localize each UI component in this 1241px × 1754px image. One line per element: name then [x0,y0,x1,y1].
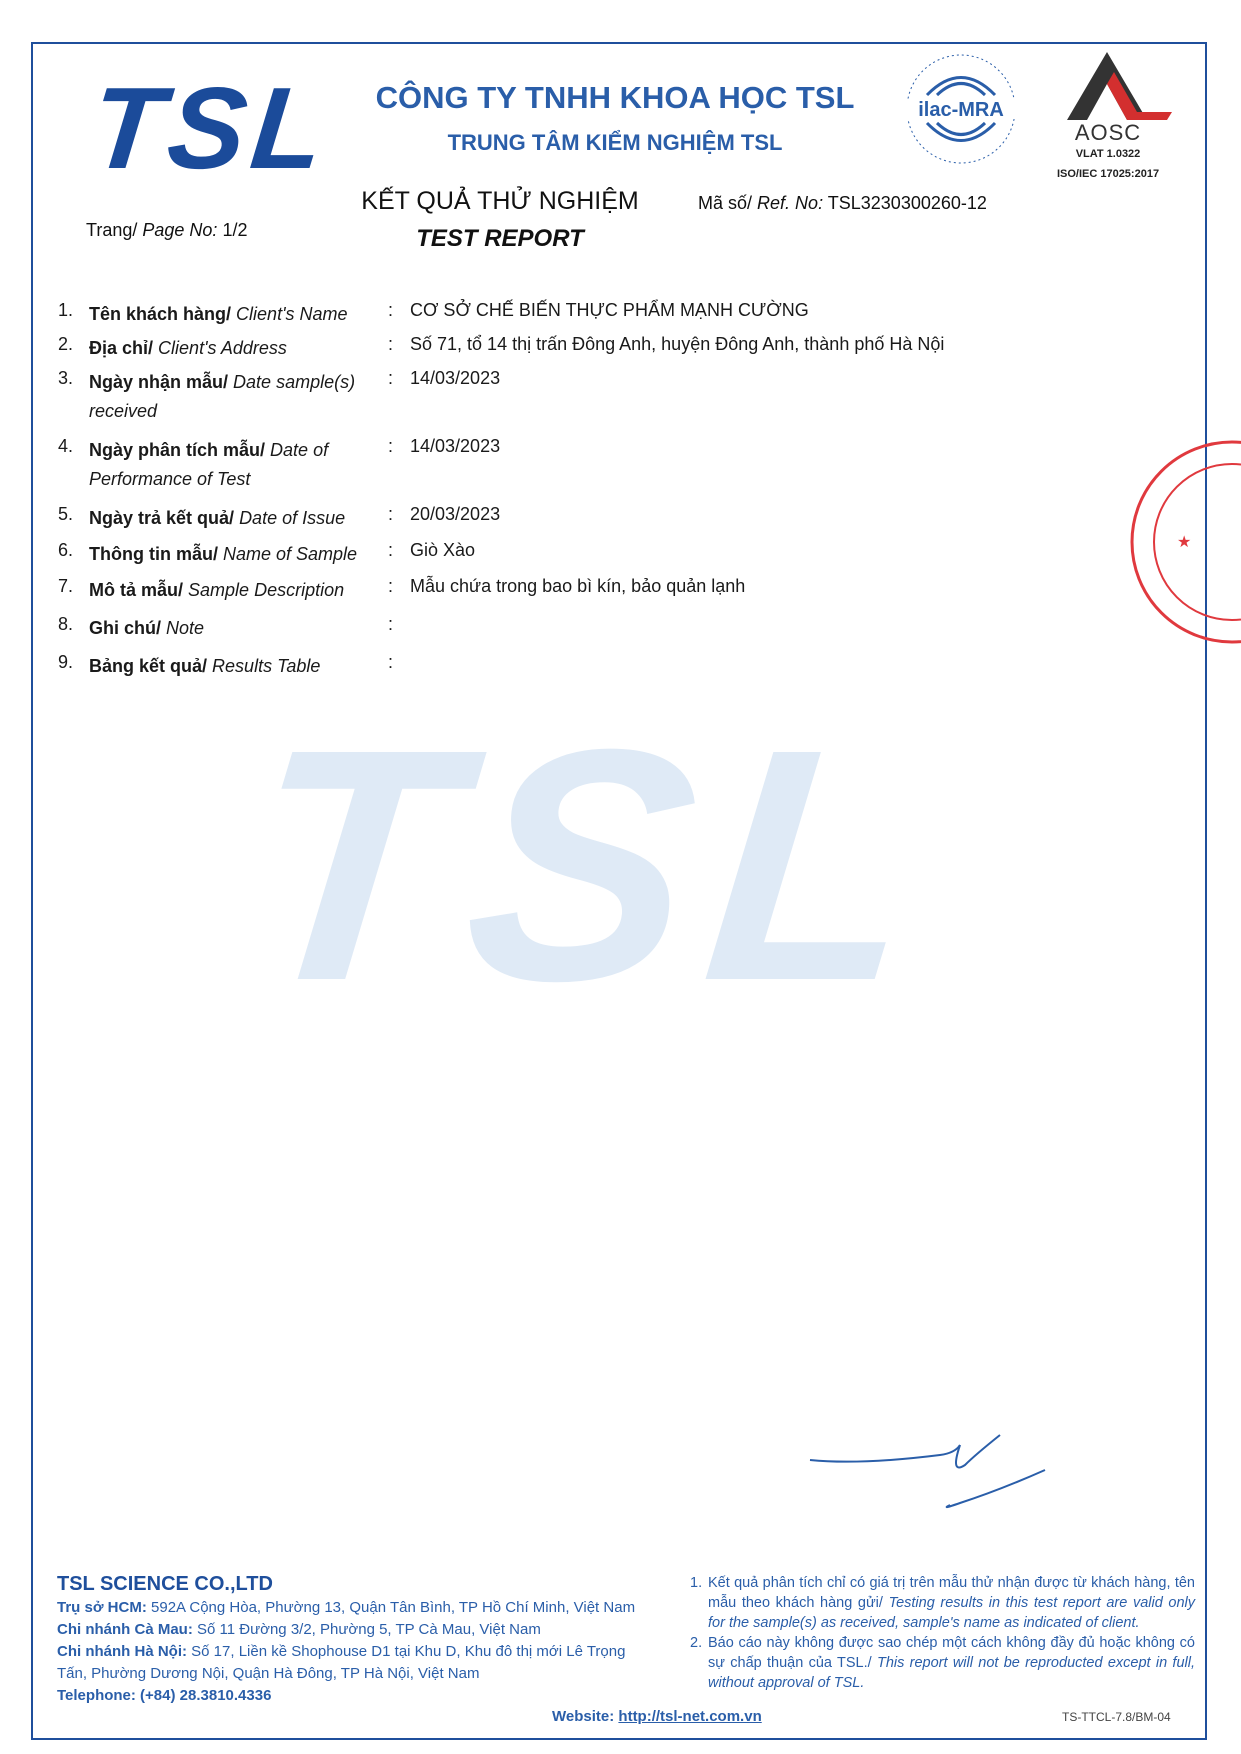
aosc-logo [1042,52,1172,122]
field-label: Ngày nhận mẫu/ Date sample(s) received [89,372,356,421]
field-colon: : [388,334,394,354]
field-number: 5. [58,504,74,524]
field-value: 14/03/2023 [410,436,501,456]
aosc-vlat: VLAT 1.0322 [1075,148,1141,160]
field-label: Thông tin mẫu/ Name of Sample [89,544,358,564]
page-label-en: Page No: [142,220,218,240]
field-colon: : [388,436,394,456]
field-colon: : [388,368,394,388]
field-number: 8. [58,614,74,634]
company-name: CÔNG TY TNHH KHOA HỌC TSL [375,80,855,115]
field-colon: : [388,504,394,524]
field-value: CƠ SỞ CHẾ BIẾN THỰC PHẨM MẠNH CƯỜNG [410,300,809,320]
footer-camau: Chi nhánh Cà Mau: Số 11 Đường 3/2, Phường 5, TP Cà Mau, Việt Nam [57,1621,541,1638]
field-value: 14/03/2023 [410,368,501,388]
field-number: 1. [58,300,74,320]
footer-telephone: Telephone: (+84) 28.3810.4336 [57,1687,272,1704]
red-seal-stamp [1122,432,1241,652]
iso-standard: ISO/IEC 17025:2017 [1056,168,1160,180]
field-number: 3. [58,368,74,388]
center-name: TRUNG TÂM KIỂM NGHIỆM TSL [447,130,783,155]
field-value: 20/03/2023 [410,504,501,524]
tsl-logo: TSL [85,63,336,193]
field-label: Ghi chú/ Note [89,618,205,638]
field-colon: : [388,540,394,560]
footer-note: 1. Kết quả phân tích chỉ có giá trị trên mẫu thử nhận được từ khách hàng, tên mẫu theo khách hàng gửi/ Testing results in this test report are valid only for the sample(s) as received, sample's name as indicated of client. [690,1575,1196,1631]
field-label: Bảng kết quả/ Results Table [89,656,321,676]
svg-text:★: ★ [1177,534,1192,551]
ilac-label: ilac-MRA [918,99,1004,121]
page-label: Trang/ [86,220,138,240]
footer-company: TSL SCIENCE CO.,LTD [57,1573,273,1595]
report-title-en: TEST REPORT [416,225,584,252]
field-number: 4. [58,436,74,456]
field-label: Địa chỉ/ Client's Address [89,338,287,358]
ref-label: Mã số/ [698,193,753,213]
footer-note: 2. Báo cáo này không được sao chép một cách không đầy đủ hoặc không có sự chấp thuận của TSL./ This report will not be reproducted except in full, without approval of TSL. [690,1635,1195,1691]
signature [800,1415,1060,1525]
website-link[interactable]: http://tsl-net.com.vn [618,1708,762,1725]
field-colon: : [388,614,394,634]
form-code: TS-TTCL-7.8/BM-04 [1062,1710,1171,1724]
field-value: Giò Xào [410,540,476,560]
field-value: Mẫu chứa trong bao bì kín, bảo quản lạnh [410,576,746,596]
ilac-mra-logo [902,50,1020,168]
field-colon: : [388,652,394,672]
page-value: 1/2 [222,220,248,240]
field-label: Ngày phân tích mẫu/ Date of Performance of Test [89,440,329,489]
field-label: Tên khách hàng/ Client's Name [89,304,348,324]
footer-contact [57,1573,657,1707]
aosc-text [1042,120,1174,160]
ref-label-en: Ref. No: [757,193,824,213]
page-number [86,220,247,241]
field-number: 9. [58,652,74,672]
field-colon: : [388,576,394,596]
ref-value: TSL3230300260-12 [827,193,987,213]
aosc-name: AOSC [1074,120,1142,145]
field-value: Số 71, tổ 14 thị trấn Đông Anh, huyện Đông Anh, thành phố Hà Nội [410,334,945,354]
report-title-vi: KẾT QUẢ THỬ NGHIỆM [361,187,639,215]
tsl-watermark: TSL [230,680,953,1049]
field-colon: : [388,300,394,320]
field-number: 7. [58,576,74,596]
ref-number [698,193,987,214]
footer-website: Website: http://tsl-net.com.vn [552,1708,762,1725]
footer-notes [690,1573,1195,1693]
field-label: Ngày trả kết quả/ Date of Issue [89,508,346,528]
footer-hcm: Trụ sở HCM: 592A Cộng Hòa, Phường 13, Quận Tân Bình, TP Hồ Chí Minh, Việt Nam [57,1599,636,1616]
field-number: 6. [58,540,74,560]
field-label: Mô tả mẫu/ Sample Description [89,580,345,600]
footer-hanoi: Chi nhánh Hà Nội: Số 17, Liền kề Shophouse D1 tại Khu D, Khu đô thị mới Lê Trọng Tấn, Phường Dương Nội, Quận Hà Đông, TP Hà Nội, Việt Nam [57,1643,626,1682]
field-number: 2. [58,334,74,354]
